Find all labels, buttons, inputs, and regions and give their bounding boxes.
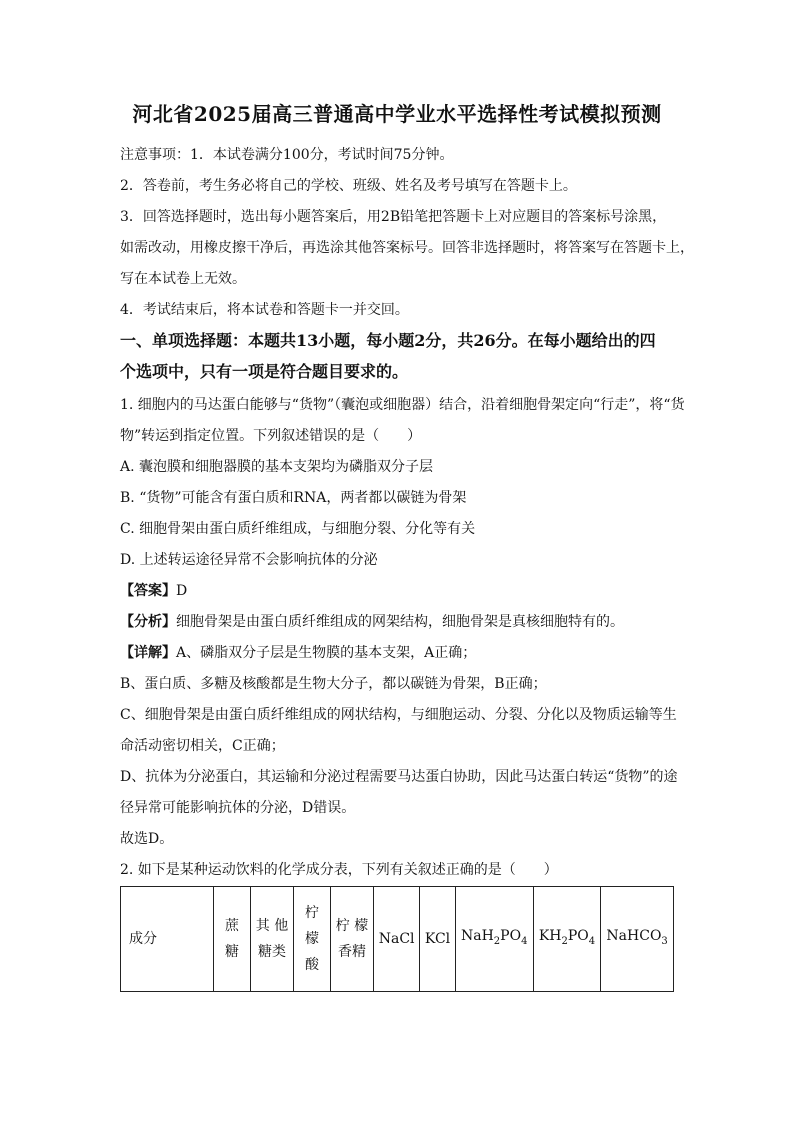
answer-value: D: [176, 583, 188, 599]
page-title: 河北省2025届高三普通高中学业水平选择性考试模拟预测: [132, 102, 662, 126]
q1-detail-3: C、细胞骨架是由蛋白质纤维组成的网状结构，与细胞运动、分裂、分化以及物质运输等生: [120, 707, 677, 723]
detail-text: A、磷脂双分子层是生物膜的基本支架，A正确；: [176, 645, 477, 661]
q1-option-b: B. “货物”可能含有蛋白质和RNA，两者都以碳链为骨架: [120, 490, 467, 506]
q1-stem-1: 1. 细胞内的马达蛋白能够与“货物”（囊泡或细胞器）结合，沿着细胞骨架定向“行走”，将“货: [120, 397, 685, 413]
section-heading-1: 一、单项选择题：本题共13小题，每小题2分，共26分。在每小题给出的四: [120, 331, 656, 350]
answer-label: 【答案】: [120, 583, 176, 599]
composition-table: [120, 886, 674, 992]
notice-line-5: 写在本试卷上无效。: [120, 271, 246, 287]
table-cell: 柠 檬 酸: [294, 887, 331, 992]
q1-option-d: D. 上述转运途径异常不会影响抗体的分泌: [120, 552, 378, 568]
q1-detail-6: 径异常可能影响抗体的分泌，D错误。: [120, 800, 356, 816]
table-cell: NaCl: [374, 887, 420, 992]
table-cell: $KH_2PO_4$: [533, 887, 601, 992]
q1-detail-2: B、蛋白质、多糖及核酸都是生物大分子，都以碳链为骨架，B正确；: [120, 676, 547, 692]
table-cell: 成分: [121, 887, 214, 992]
notice-line-2: 2．答卷前，考生务必将自己的学校、班级、姓名及考号填写在答题卡上。: [120, 178, 577, 194]
notice-line-1: 注意事项：1．本试卷满分100分，考试时间75分钟。: [120, 147, 454, 163]
table-cell: KCl: [420, 887, 455, 992]
notice-line-4: 如需改动，用橡皮擦干净后，再选涂其他答案标号。回答非选择题时，将答案写在答题卡上，: [120, 240, 694, 256]
table-cell: 蔗 糖: [214, 887, 251, 992]
q1-answer: [120, 581, 680, 601]
detail-label: 【详解】: [120, 645, 176, 661]
q1-option-c: C. 细胞骨架由蛋白质纤维组成，与细胞分裂、分化等有关: [120, 521, 476, 537]
table-cell: $NaH_2PO_4$: [455, 887, 533, 992]
q1-stem-2: 物”转运到指定位置。下列叙述错误的是（ ）: [120, 428, 422, 444]
notice-line-3: 3．回答选择题时，选出每小题答案后，用2B铅笔把答题卡上对应题目的答案标号涂黑，: [120, 209, 667, 225]
q1-detail-5: D、抗体为分泌蛋白，其运输和分泌过程需要马达蛋白协助，因此马达蛋白转运“货物”的途: [120, 769, 678, 785]
q1-conclusion: 故选D。: [120, 831, 174, 847]
table-cell: 其 他 糖类: [251, 887, 294, 992]
table-cell: 柠 檬 香精: [331, 887, 374, 992]
analysis-text: 细胞骨架是由蛋白质纤维组成的网架结构，细胞骨架是真核细胞特有的。: [176, 614, 624, 630]
section-heading-2: 个选项中，只有一项是符合题目要求的。: [120, 362, 409, 381]
q1-option-a: A. 囊泡膜和细胞器膜的基本支架均为磷脂双分子层: [120, 459, 434, 475]
q2-stem: 2. 如下是某种运动饮料的化学成分表，下列有关叙述正确的是（ ）: [120, 862, 558, 878]
notice-line-6: 4．考试结束后，将本试卷和答题卡一并交回。: [120, 302, 409, 318]
table-cell: NaHCO$_3$: [601, 887, 674, 992]
q1-detail-4: 命活动密切相关，C正确；: [120, 738, 285, 754]
q1-detail-1: [120, 643, 680, 663]
q1-analysis: [120, 612, 680, 632]
analysis-label: 【分析】: [120, 614, 176, 630]
table-row: [121, 887, 674, 992]
